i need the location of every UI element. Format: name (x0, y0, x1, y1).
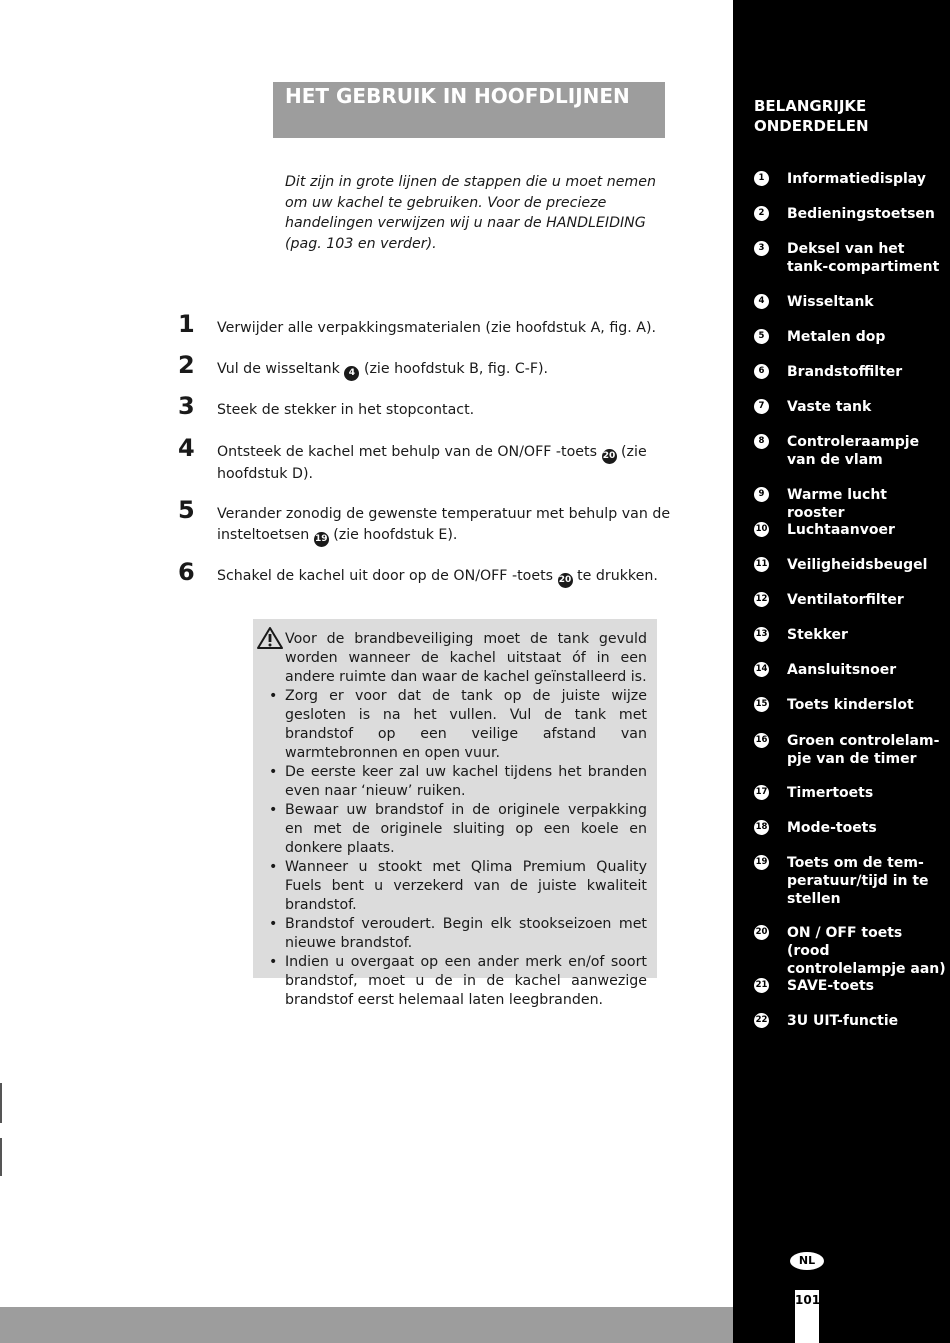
warning-bullet: • Wanneer u stookt met Qlima Premium Quality Fuels bent u verzekerd van de juiste kwaliteit brandstof. (285, 858, 647, 915)
step-text (217, 442, 672, 485)
part-label: Mode-toets (787, 820, 877, 836)
part-number-badge: 5 (754, 329, 769, 344)
part-label: SAVE-toets (787, 978, 875, 994)
step-text (217, 359, 672, 381)
step-text-part: Schakel de kachel uit door op de ON/OFF -toets (217, 568, 554, 584)
sidebar-title: BELANGRIJKE ONDERDELEN (754, 97, 869, 135)
part-reference-badge: 19 (314, 532, 329, 547)
step-number: 6 (178, 558, 195, 586)
warning-triangle-icon (256, 626, 284, 650)
step-text-part: (zie hoofdstuk D). (217, 444, 647, 482)
step-text-part: Vul de wisseltank (217, 361, 340, 377)
part-label: Toets kinderslot (787, 697, 914, 713)
part-number-badge: 11 (754, 557, 769, 572)
part-number-badge: 8 (754, 434, 769, 449)
parts-sidebar (733, 0, 950, 1343)
part-number-badge: 18 (754, 820, 769, 835)
part-label: Deksel van het tank-compartiment (787, 241, 940, 275)
part-reference-badge: 20 (602, 449, 617, 464)
part-number-badge: 17 (754, 785, 769, 800)
part-label: Toets om de tem-peratuur/tijd in te stellen (787, 855, 929, 907)
part-number-badge: 9 (754, 487, 769, 502)
part-number-badge: 7 (754, 399, 769, 414)
step-text-part: Ontsteek de kachel met behulp van de ON/OFF -toets (217, 444, 597, 460)
footer-bar (0, 1307, 733, 1343)
part-label: Brandstoffilter (787, 364, 903, 380)
part-label: Ventilatorfilter (787, 592, 904, 608)
part-number-badge: 21 (754, 978, 769, 993)
part-label: Vaste tank (787, 399, 872, 415)
part-label: Wisseltank (787, 294, 874, 310)
language-badge: NL (790, 1252, 824, 1270)
part-label: Informatiedisplay (787, 171, 926, 187)
part-number-badge: 13 (754, 627, 769, 642)
step-text-part: te drukken. (577, 568, 658, 584)
part-label: ON / OFF toets (rood controlelampje aan) (787, 925, 946, 977)
part-number-badge: 22 (754, 1013, 769, 1028)
part-label: Luchtaanvoer (787, 522, 895, 538)
part-number-badge: 2 (754, 206, 769, 221)
step-number: 5 (178, 496, 195, 524)
part-label: 3U UIT-functie (787, 1013, 899, 1029)
warning-list (285, 687, 647, 1010)
part-number-badge: 14 (754, 662, 769, 677)
warning-bullet: • De eerste keer zal uw kachel tijdens het branden even naar ‘nieuw’ ruiken. (285, 763, 647, 801)
step-text: Verwijder alle verpakkingsmaterialen (zie hoofdstuk A, fig. A). (217, 320, 657, 336)
part-label: Controleraampje van de vlam (787, 434, 920, 468)
page-number: 101 (795, 1290, 819, 1343)
warning-bullet: • Indien u overgaat op een ander merk en/of soort brandstof, moet u de in de kachel aanwezige brandstof eerst helemaal laten leegbranden. (285, 953, 647, 1010)
part-number-badge: 4 (754, 294, 769, 309)
warning-lead-text: Voor de brandbeveiliging moet de tank gevuld worden wanneer de kachel uitstaat óf in een andere ruimte dan waar de kachel geïnstalleerd is. (285, 631, 647, 685)
page-title: HET GEBRUIK IN HOOFDLIJNEN (273, 82, 665, 138)
part-number-badge: 6 (754, 364, 769, 379)
part-label: Stekker (787, 627, 848, 643)
part-reference-badge: 4 (344, 366, 359, 381)
safety-warning-box (253, 619, 657, 1008)
part-number-badge: 1 (754, 171, 769, 186)
part-number-badge: 15 (754, 697, 769, 712)
part-label: Veiligheidsbeugel (787, 557, 928, 573)
warning-bullet: • Zorg er voor dat de tank op de juiste wijze gesloten is na het vullen. Vul de tank met brandstof op een veilige afstand van warmtebronnen en open vuur. (285, 687, 647, 763)
edge-mark (0, 1138, 2, 1176)
step-text-part: (zie hoofdstuk B, fig. C-F). (363, 361, 549, 377)
step-text-part: (zie hoofdstuk E). (333, 527, 458, 543)
step-number: 4 (178, 434, 195, 462)
part-number-badge: 12 (754, 592, 769, 607)
warning-bullet: • Brandstof veroudert. Begin elk stookseizoen met nieuwe brandstof. (285, 915, 647, 953)
part-number-badge: 16 (754, 733, 769, 748)
part-label: Metalen dop (787, 329, 886, 345)
part-number-badge: 3 (754, 241, 769, 256)
step-number: 2 (178, 351, 195, 379)
part-label: Aansluitsnoer (787, 662, 897, 678)
part-number-badge: 10 (754, 522, 769, 537)
step-number: 3 (178, 392, 195, 420)
step-text (217, 566, 672, 588)
part-number-badge: 20 (754, 925, 769, 940)
part-label: Groen controlelam-pje van de timer (787, 733, 940, 767)
part-number-badge: 19 (754, 855, 769, 870)
part-label: Bedieningstoetsen (787, 206, 935, 222)
step-text-part: Verander zonodig de gewenste temperatuur met behulp van de insteltoetsen (217, 506, 671, 543)
part-label: Timertoets (787, 785, 874, 801)
step-text: Steek de stekker in het stopcontact. (217, 402, 475, 418)
part-label: Warme lucht rooster (787, 487, 887, 521)
intro-text: Dit zijn in grote lijnen de stappen die u moet nemen om uw kachel te gebruiken. Voor de precieze handelingen verwijzen wij u naar de HANDLEIDING (pag. 103 en verder). (285, 174, 656, 252)
part-reference-badge: 20 (558, 573, 573, 588)
edge-mark (0, 1083, 2, 1123)
warning-bullet: • Bewaar uw brandstof in de originele verpakking en met de originele sluiting op een koele en donkere plaats. (285, 801, 647, 858)
step-number: 1 (178, 310, 195, 338)
step-text (217, 504, 672, 547)
